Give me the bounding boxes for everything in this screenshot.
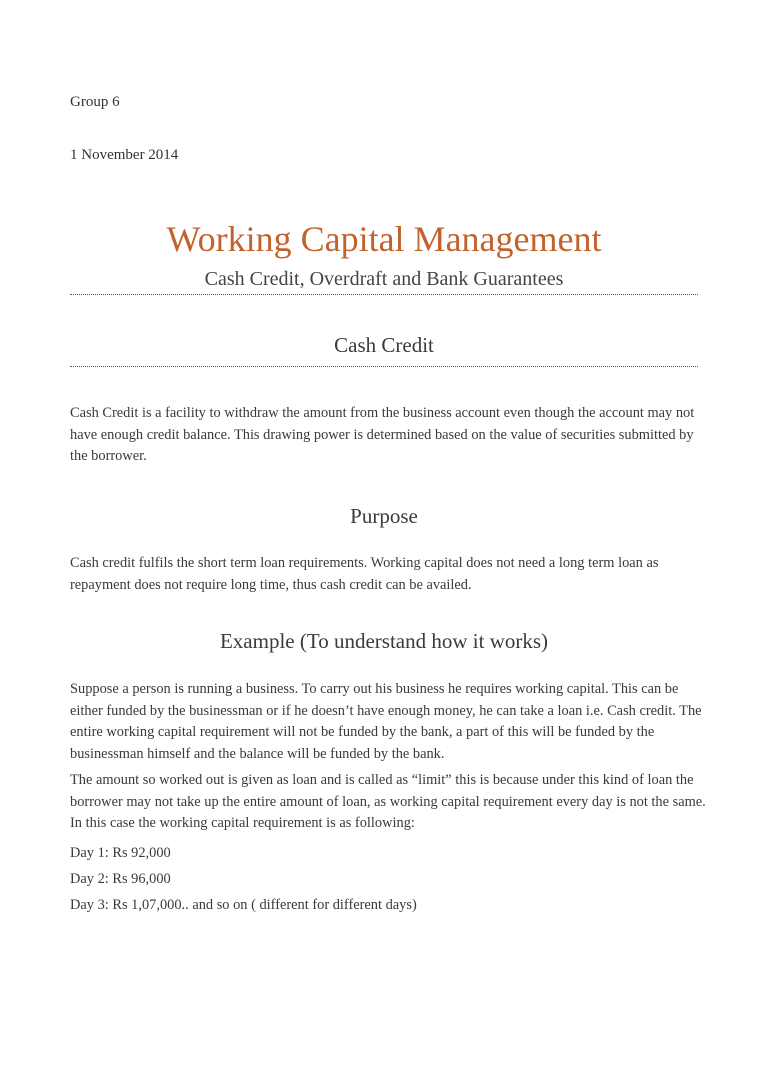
document-subtitle: Cash Credit, Overdraft and Bank Guarantees	[204, 268, 564, 290]
title-divider	[70, 294, 698, 295]
cash-credit-paragraph: Cash Credit is a facility to withdraw the amount from the business account even though the account may not have enough credit balance. This drawing power is determined based on the value of securities submitted by the borrower.	[70, 405, 695, 464]
day-3-line: Day 3: Rs 1,07,000.. and so on ( different for different days)	[70, 897, 417, 913]
group-label: Group 6	[70, 94, 120, 110]
document-date: 1 November 2014	[70, 147, 179, 163]
section-divider	[70, 366, 698, 367]
example-paragraph-1: Suppose a person is running a business. To carry out his business he requires working capital. This can be either funded by the businessman or if he doesn’t have enough money, he can take a loan i.e. Cash credit. The entire working capital requirement will not be funded by the bank, a part of this will be funded by the businessman himself and the balance will be funded by the bank.	[70, 681, 702, 762]
day-2-line: Day 2: Rs 96,000	[70, 871, 171, 887]
document-title: Working Capital Management	[166, 219, 602, 259]
section-heading-example: Example (To understand how it works)	[219, 629, 549, 653]
example-paragraph-2: The amount so worked out is given as loan and is called as “limit” this is because under this kind of loan the borrower may not take up the entire amount of loan, as working capital requirement every day is not the same. In this case the working capital requirement is as following:	[70, 772, 706, 831]
section-heading-purpose: Purpose	[350, 504, 418, 528]
section-heading-cash-credit: Cash Credit	[334, 333, 434, 357]
day-1-line: Day 1: Rs 92,000	[70, 845, 171, 861]
purpose-paragraph: Cash credit fulfils the short term loan requirements. Working capital does not need a long term loan as repayment does not require long time, thus cash credit can be availed.	[70, 555, 659, 593]
